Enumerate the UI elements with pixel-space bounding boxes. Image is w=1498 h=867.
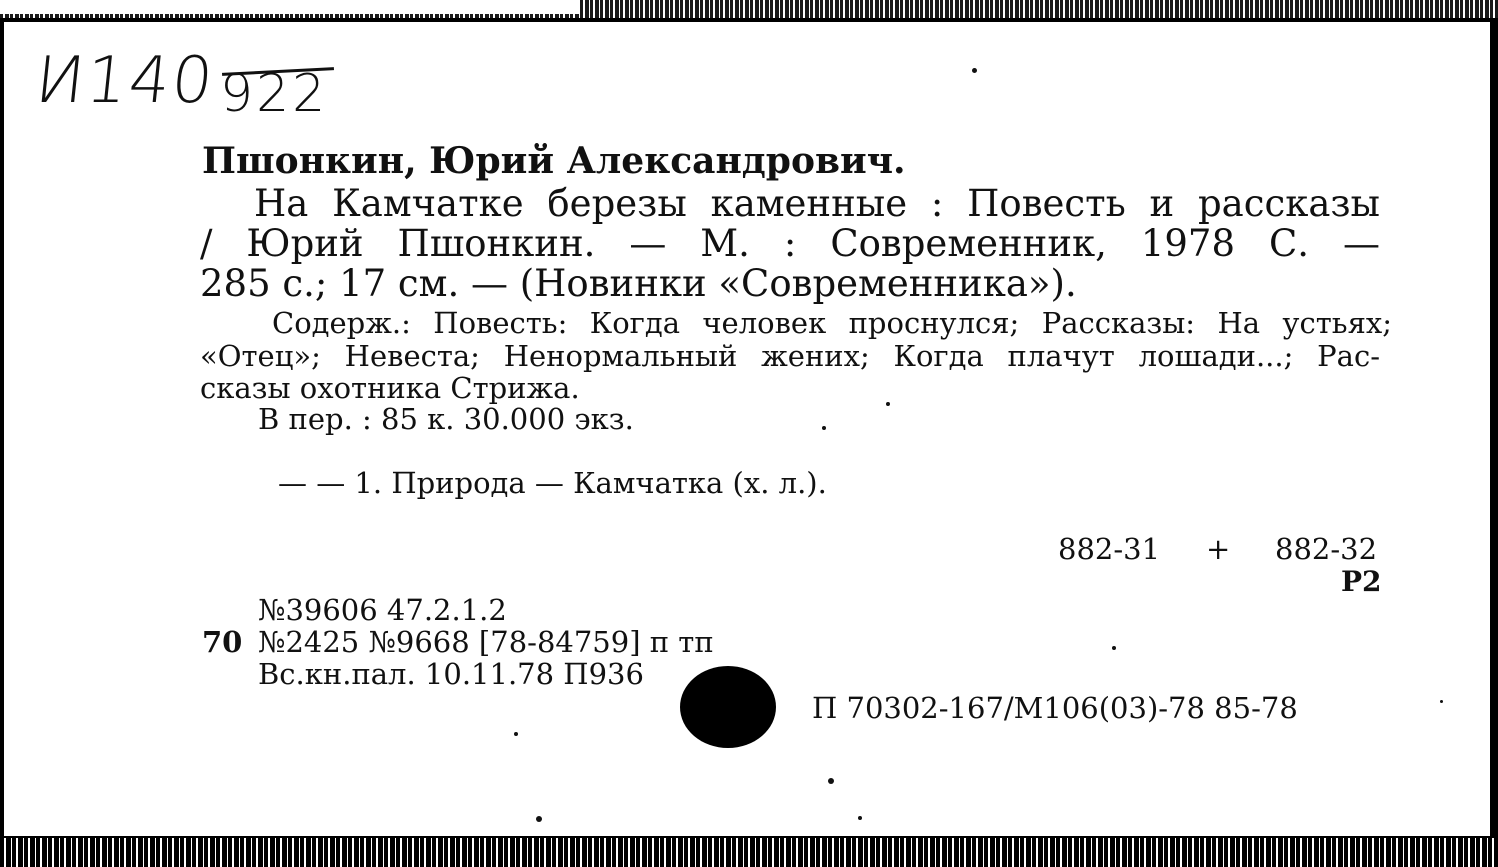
book-chamber-stamp: Вс.кн.пал. 10.11.78 П936 [258,657,644,691]
ink-speck [1112,646,1116,650]
plus-sign: + [1206,532,1231,566]
card-left-border [0,20,4,840]
publisher-index: П 70302-167/М106(03)-78 85-78 [812,691,1298,725]
card-bottom-edge [0,838,1498,867]
title-line-3: 285 с.; 17 см. — (Новинки «Современника»). [200,262,1077,305]
ink-speck [886,402,890,406]
card-punch-hole [680,666,776,748]
title-line-2: / Юрий Пшонкин. — М. : Современник, 1978 С. — [200,222,1380,265]
class-code-1: 882-31 [1058,532,1161,566]
card-right-border [1490,20,1498,840]
ink-speck [972,68,977,73]
author-heading: Пшонкин, Юрий Александрович. [202,140,906,182]
accession-number-1: №39606 47.2.1.2 [258,593,507,627]
class-code-2: 882-32 [1275,532,1378,566]
copy-count: 70 [202,625,243,659]
card-top-edge-mask [0,0,580,14]
subject-heading: — — 1. Природа — Камчатка (х. л.). [278,466,827,500]
price-and-print-run: В пер. : 85 к. 30.000 экз. [258,402,634,436]
ink-speck [514,732,518,736]
class-mark: Р2 [1341,565,1382,598]
contents-line-2: «Отец»; Невеста; Ненормальный жених; Когда плачут лошади...; Рас- [200,339,1380,373]
contents-line-1: Содерж.: Повесть: Когда человек проснулся; Рассказы: На устьях; [272,306,1392,340]
ink-speck [822,426,826,430]
ink-speck [536,816,542,822]
accession-number-2: №2425 №9668 [78-84759] п тп [258,625,714,659]
handwritten-shelf-code: И140 [32,44,219,118]
card-top-border [0,18,1498,22]
handwritten-number: 922 [220,64,329,124]
contents-line-3: сказы охотника Стрижа. [200,371,580,405]
title-line-1: На Камчатке березы каменные : Повесть и рассказы [254,182,1380,225]
ink-speck [1440,700,1443,703]
ink-speck [828,778,834,784]
ink-speck [858,816,862,820]
